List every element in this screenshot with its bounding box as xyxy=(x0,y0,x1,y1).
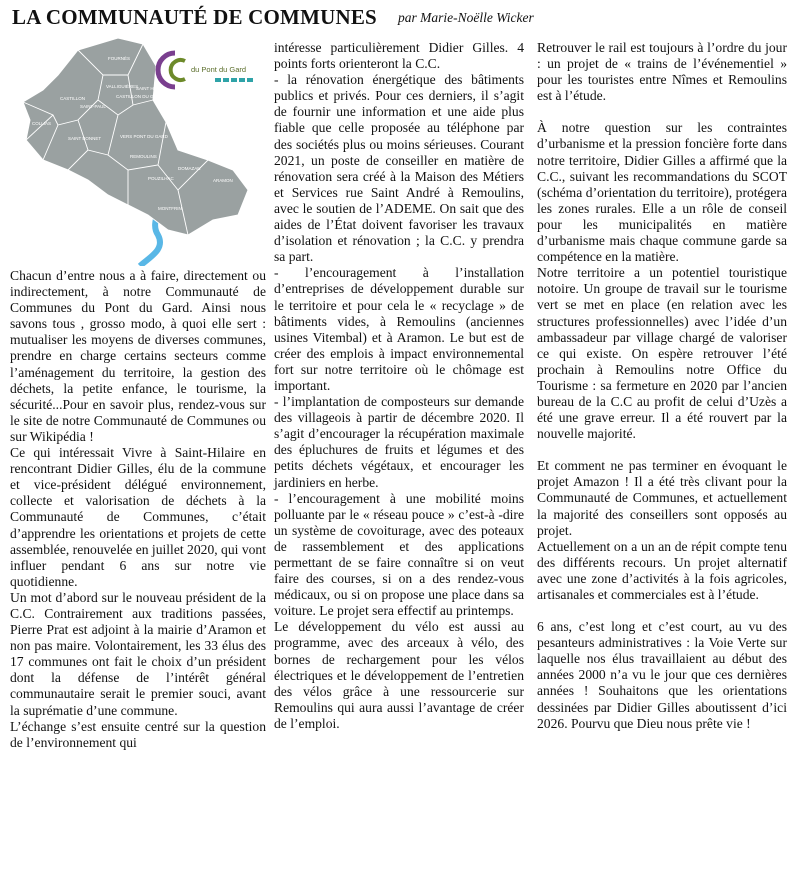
paragraph-gap xyxy=(537,442,787,458)
paragraph: Le développement du vélo est aussi au programme, avec des arceaux à vélo, des bornes de rechargement pour les vélos électriques et le développement de l’entretien des vélos grâce à une ressourcerie sur Remoulins qui aura aussi l’avantage de créer de l’emploi. xyxy=(274,619,524,731)
paragraph: - la rénovation énergétique des bâtiments publics et privés. Pour ces derniers, il s’agit de fournir une information et une aide plus fiable que celle proposée au téléphone par des sociétés plus ou moins sérieuses. Courant 2021, un poste de conseiller en matière de rénovation sera créé à la Maison des Métiers et Services rue Saint André à Remoulins, avec le soutien de l’ADEME. On sait que des aides de l’État doivent favoriser les travaux d’isolation et rénovation ; la C.C. y prendra sa part. xyxy=(274,72,524,265)
paragraph: Actuellement on a un an de répit compte tenu des différents recours. Un projet alternatif avec une zone d’activités à la fois agricoles, artisanales et commerciales est à l’étude. xyxy=(537,538,787,602)
paragraph: - l’encouragement à l’installation d’entreprises de développement durable sur le territoire et pour cela le « recyclage » de bâtiments vides, à Remoulins (anciennes usines Vitembal) et à Aramon. Le but est de créer des emplois à impact environnemental fort sur notre territoire où le chômage est important. xyxy=(274,265,524,393)
cc-pont-du-gard-logo xyxy=(155,45,265,95)
svg-text:DOMAZAN: DOMAZAN xyxy=(178,166,201,171)
svg-text:COLLIAS: COLLIAS xyxy=(32,121,52,126)
paragraph: Un mot d’abord sur le nouveau président de la C.C. Contrairement aux traditions passées, Pierre Prat est adjoint à la mairie d’Aramon et non pas maire. Volontairement, les 33 élus des 17 communes ont fait le choix d’un président dont la défense de l’intérêt général communautaire serait le premier souci, avant la suprématie d’une commune. xyxy=(10,589,266,718)
paragraph: Retrouver le rail est toujours à l’ordre du jour : un projet de « trains de l’événementiel » pour les touristes entre Nîmes et Remoulins est à l’étude. xyxy=(537,40,787,104)
svg-text:du Pont du Gard: du Pont du Gard xyxy=(191,65,247,74)
column-1 xyxy=(10,268,266,751)
paragraph-gap xyxy=(537,603,787,619)
paragraph: Ce qui intéressait Vivre à Saint-Hilaire en rencontrant Didier Gilles, élu de la commune et vice-président délégué environnement, collecte et valorisation de déchets à la Communauté de Communes, c’était d’apprendre les orientations et projets de cette assemblée, renouvelée en juillet 2020, qui vont influer pendant 6 ans sur notre vie quotidienne. xyxy=(10,445,266,589)
paragraph: Notre territoire a un potentiel touristique notoire. Un groupe de travail sur le tourisme vert se met en place (en relation avec les structures professionnelles) avec l’idée d’un ambassadeur par village chargé de valoriser ce qui existe. On espère retrouver l’été prochain à Remoulins notre Office du Tourisme : sa fermeture en 2020 par l’ancien bureau de la C.C au profit de celui d’Uzès a été une grave erreur. Il a été rouvert par la nouvelle majorité. xyxy=(537,265,787,442)
paragraph: 6 ans, c’est long et c’est court, au vu des pesanteurs administratives : la Voie Verte sur laquelle nos élus travaillaient au début des années 2000 n’a vu le jour que ces dernières années ! Souhaitons que les orientations dessinées par Didier Gilles aboutissent d’ici 2026. Pourvu que Dieu nous prête vie ! xyxy=(537,619,787,731)
paragraph-gap xyxy=(537,104,787,120)
paragraph: Et comment ne pas terminer en évoquant le projet Amazon ! Il a été très clivant pour la Communauté de Communes, et actuellement la majorité des conseillers sont opposés au projet. xyxy=(537,458,787,538)
svg-text:FOURNÈS: FOURNÈS xyxy=(108,56,131,61)
paragraph: L’échange s’est ensuite centré sur la question de l’environnement qui xyxy=(10,718,266,750)
paragraph: intéresse particulièrement Didier Gilles. 4 points forts orienteront la C.C. xyxy=(274,40,524,72)
paragraph: - l’implantation de composteurs sur demande des villageois à partir de décembre 2020. Il s’agit d’encourager la récupération maximale des épluchures de fruits et légumes et des petits déchets végétaux, et encourager les jardiniers en herbe. xyxy=(274,394,524,490)
svg-text:VALLIGUIÈRES: VALLIGUIÈRES xyxy=(106,84,139,89)
paragraph: - l’encouragement à une mobilité moins polluante par le « réseau pouce » c’est-à -dire un système de covoiturage, avec des poteaux de rassemblement et des applications permettant de se faire connaître si on veut faire des courses, si on a des rendez-vous médicaux, ou si on propose une place dans sa voiture. Le projet sera effectif au printemps. xyxy=(274,490,524,619)
column-2 xyxy=(274,40,524,732)
svg-text:CASTILLON: CASTILLON xyxy=(60,96,86,101)
svg-text:REMOULINS: REMOULINS xyxy=(130,154,157,159)
byline: par Marie-Noëlle Wicker xyxy=(398,10,534,25)
paragraph: À notre question sur les contraintes d’urbanisme et la pression foncière forte dans notre territoire, Didier Gilles a affirmé que la C.C., suivant les recommandations du SCOT (schéma d’orientation du territoire), protégera les zones rurales. Elle a un rôle de conseil pour les municipalités en matière d’urbanisme mais chaque commune garde sa compétence en la matière. xyxy=(537,120,787,265)
svg-text:VERS PONT DU GARD: VERS PONT DU GARD xyxy=(120,134,168,139)
article-title: LA COMMUNAUTÉ DE COMMUNES xyxy=(12,5,377,29)
svg-text:ARAMON: ARAMON xyxy=(213,178,233,183)
svg-text:SAINT BONNET: SAINT BONNET xyxy=(68,136,102,141)
svg-text:SAINT-PAUL: SAINT-PAUL xyxy=(80,104,106,109)
paragraph: Chacun d’entre nous a à faire, directement ou indirectement, à notre Communauté de Communes du Pont du Gard. Ainsi nous savons tous , grosso modo, à quoi elle sert : mutualiser les moyens de diverses communes, prendre en charge certains secteurs comme l’aménagement du territoire, la gestion des déchets, la petite enfance, le tourisme, la sécurité...Pour en savoir plus, rendez-vous sur le site de notre Communauté de Communes ou sur Wikipédia ! xyxy=(10,268,266,444)
svg-text:MONTFRIN: MONTFRIN xyxy=(158,206,182,211)
svg-text:SAINT HILAIRE D'OZILHAN: SAINT HILAIRE D'OZILHAN xyxy=(136,86,193,91)
svg-text:POUZILHAC: POUZILHAC xyxy=(148,176,174,181)
column-3 xyxy=(537,40,787,732)
svg-text:CASTILLON DU GARD: CASTILLON DU GARD xyxy=(116,94,164,99)
